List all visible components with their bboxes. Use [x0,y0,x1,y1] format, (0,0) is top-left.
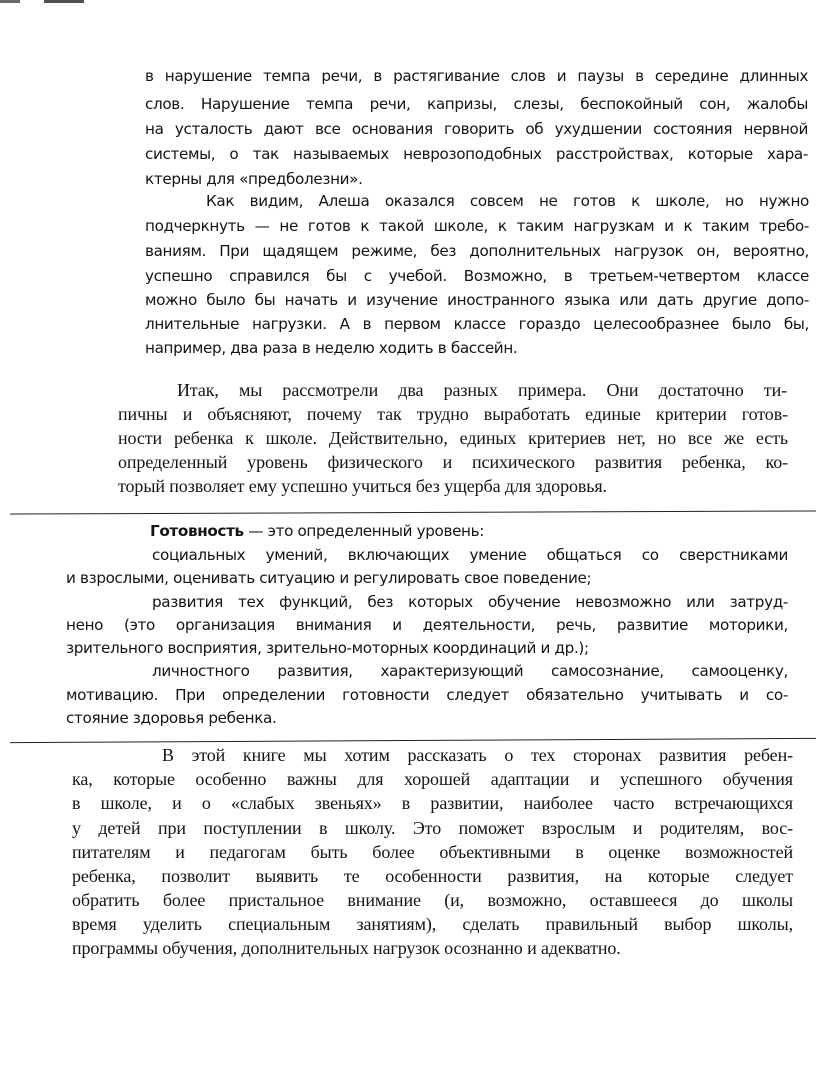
text-line: лнительные нагрузки. А в первом классе гораздо целесообразнее было бы, [145,315,809,333]
text-line: на усталость дают все основания говорить об ухудшении состояния нервной [145,120,808,138]
text-line: В этой книге мы хотим рассказать о тех сторонах развития ребен- [162,745,793,765]
divider-top [10,510,816,514]
text-line: определенный уровень физического и психического развития ребенка, ко- [118,452,788,472]
definition-term: Готовность [150,522,244,540]
text-line: программы обучения, дополнительных нагрузок осознанно и адекватно. [72,938,621,958]
definition-intro: — это определенный уровень: [243,522,485,540]
text-line: пичны и объясняют, почему так трудно выработать единые критерии готов- [118,404,788,424]
text-line: системы, о так называемых неврозоподобных расстройствах, которые хара- [145,145,808,163]
divider-bottom [10,738,816,743]
text-line: стояние здоровья ребенка. [66,709,277,727]
text-line: нено (это организация внимания и деятельности, речь, развитие моторики, [66,616,788,634]
definition-heading [150,522,484,540]
text-line: личностного развития, характеризующий самосознание, самооценку, [152,662,788,680]
scan-artifact [44,0,84,3]
text-line: например, два раза в неделю ходить в бассейн. [145,339,518,357]
text-line: торый позволяет ему успешно учиться без ущерба для здоровья. [118,476,607,496]
text-line: ности ребенка к школе. Действительно, единых критериев нет, но все же есть [118,428,788,448]
text-line: подчеркнуть — не готов к такой школе, к таким нагрузкам и к таким требо- [145,217,809,235]
text-line: зрительного восприятия, зрительно-моторных координаций и др.); [66,639,589,657]
text-line: обратить более пристальное внимание (и, возможно, оставшееся до школы [72,890,793,910]
text-line: и взрослыми, оценивать ситуацию и регулировать свое поведение; [66,569,592,587]
text-line: Как видим, Алеша оказался совсем не готов к школе, но нужно [206,192,809,210]
text-line: ребенка, позволит выявить те особенности развития, на которые следует [72,866,793,886]
text-line: можно было бы начать и изучение иностранного языка или дать другие допо- [145,291,809,309]
text-line: социальных умений, включающих умение общаться со сверстниками [152,546,788,564]
text-line: ваниям. При щадящем режиме, без дополнительных нагрузок он, вероятно, [145,242,809,260]
text-line: ктерны для «предболезни». [145,170,363,188]
text-line: время уделить специальным занятиям), сделать правильный выбор школы, [72,914,793,934]
text-line: слов. Нарушение темпа речи, капризы, слезы, беспокойный сон, жалобы [145,95,808,113]
text-line: в нарушение темпа речи, в растягивание слов и паузы в середине длинных [145,67,808,85]
text-line: развития тех функций, без которых обучение невозможно или затруд- [152,593,788,611]
text-line: ка, которые особенно важны для хорошей адаптации и успешного обучения [72,769,793,789]
scan-artifact [0,0,20,3]
text-line: успешно справился бы с учебой. Возможно, в третьем-четвертом классе [145,267,809,285]
text-line: Итак, мы рассмотрели два разных примера. Они достаточно ти- [177,380,787,400]
text-line: в школе, и о «слабых звеньях» в развитии, наиболее часто встречающихся [72,793,793,813]
text-line: у детей при поступлении в школу. Это поможет взрослым и родителям, вос- [72,818,793,838]
text-line: питателям и педагогам быть более объективными в оценке возможностей [72,842,793,862]
text-line: мотивацию. При определении готовности следует обязательно учитывать и со- [66,686,788,704]
